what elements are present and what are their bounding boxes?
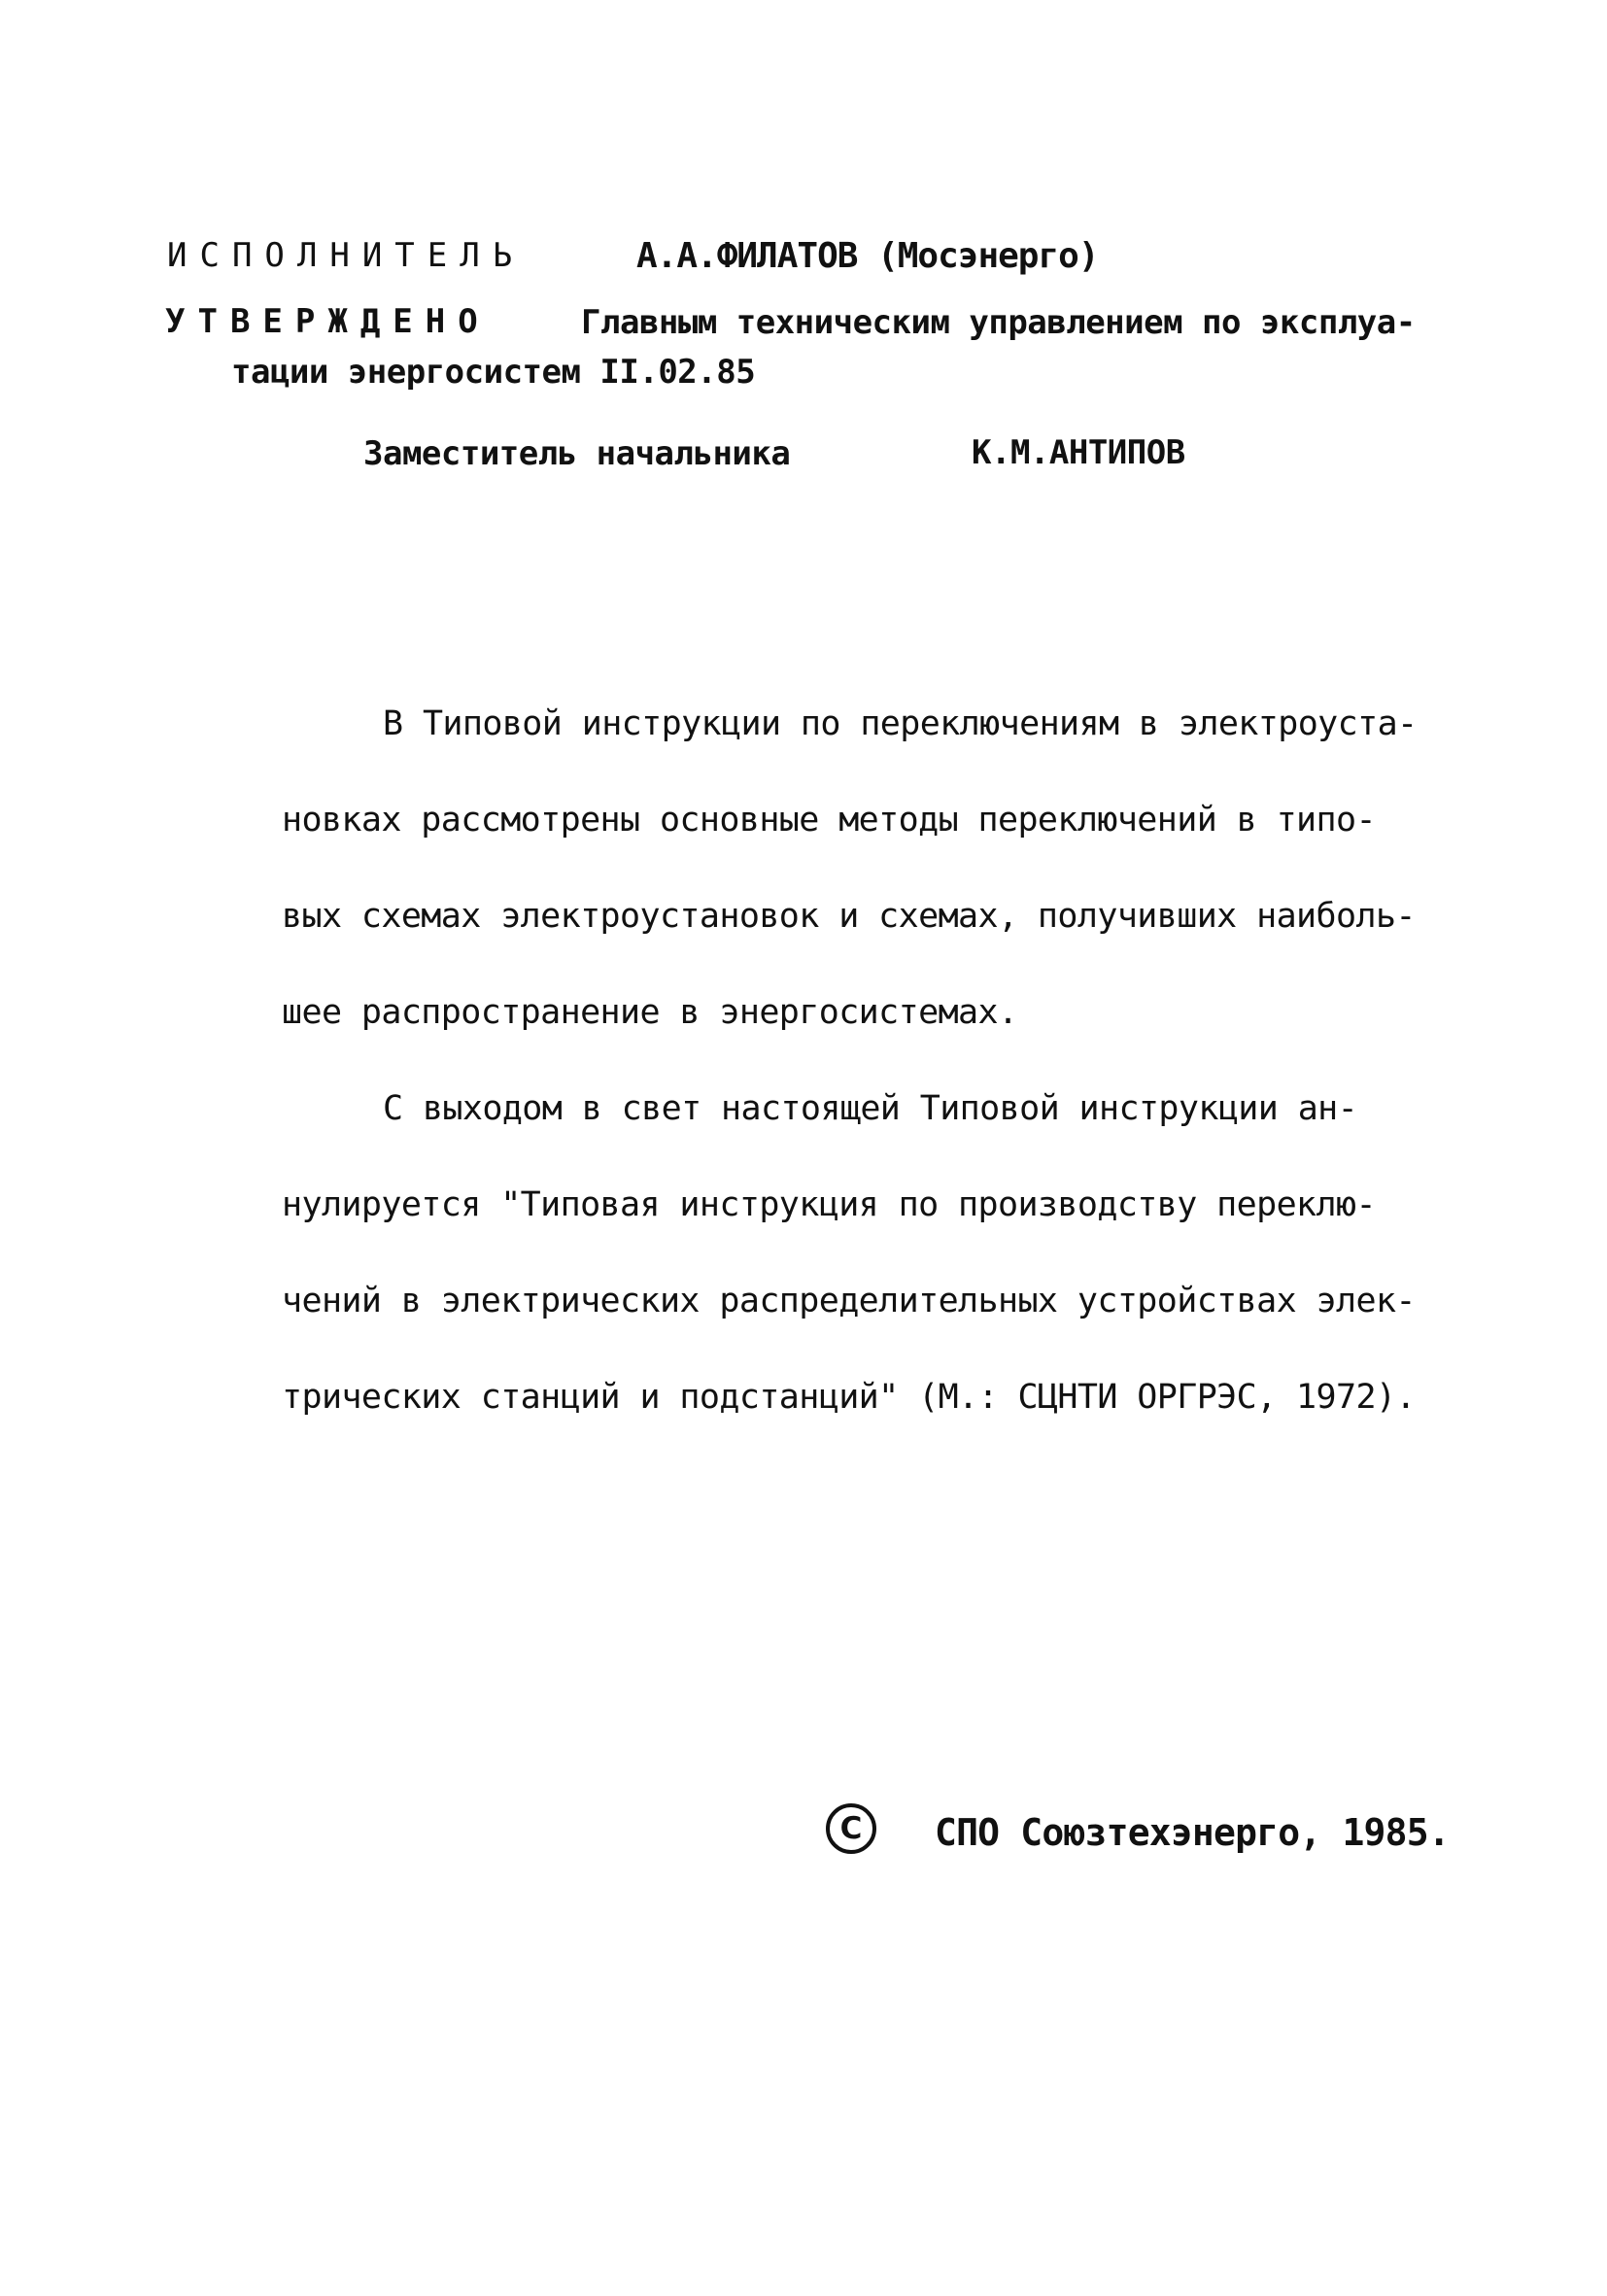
paragraph-line: вых схемах электроустановок и схемах, получивших наиболь- — [282, 897, 1416, 936]
paragraph-line: чений в электрических распределительных устройствах элек- — [282, 1282, 1416, 1320]
approved-text-line-2: тации энергосистем II.02.85 — [231, 353, 756, 392]
approved-label: УТВЕРЖДЕНО — [165, 302, 491, 341]
deputy-title: Заместитель начальника — [363, 434, 791, 473]
deputy-name: К.М.АНТИПОВ — [972, 433, 1185, 472]
copyright-symbol-icon: C — [826, 1803, 876, 1854]
paragraph-line: нулируется "Типовая инструкция по производству переклю- — [282, 1185, 1376, 1224]
approved-text-line-1: Главным техническим управлением по эксплуа- — [581, 303, 1416, 342]
executor-name: А.А.ФИЛАТОВ (Мосэнерго) — [636, 236, 1099, 276]
executor-label: ИСПОЛНИТЕЛЬ — [167, 236, 526, 275]
annotation-paragraph — [282, 644, 1418, 1478]
paragraph-line: шее распространение в энергосистемах. — [282, 993, 1018, 1032]
paragraph-line: трических станций и подстанций" (М.: СЦНТИ ОРГРЭС, 1972). — [282, 1378, 1416, 1417]
paragraph-line: В Типовой инструкции по переключениям в электроуста- — [383, 704, 1418, 743]
paragraph-line: новках рассмотрены основные методы переключений в типо- — [282, 801, 1376, 840]
paragraph-line: С выходом в свет настоящей Типовой инструкции ан- — [383, 1089, 1358, 1128]
publisher-text: СПО Союзтехэнерго, 1985. — [935, 1811, 1450, 1854]
